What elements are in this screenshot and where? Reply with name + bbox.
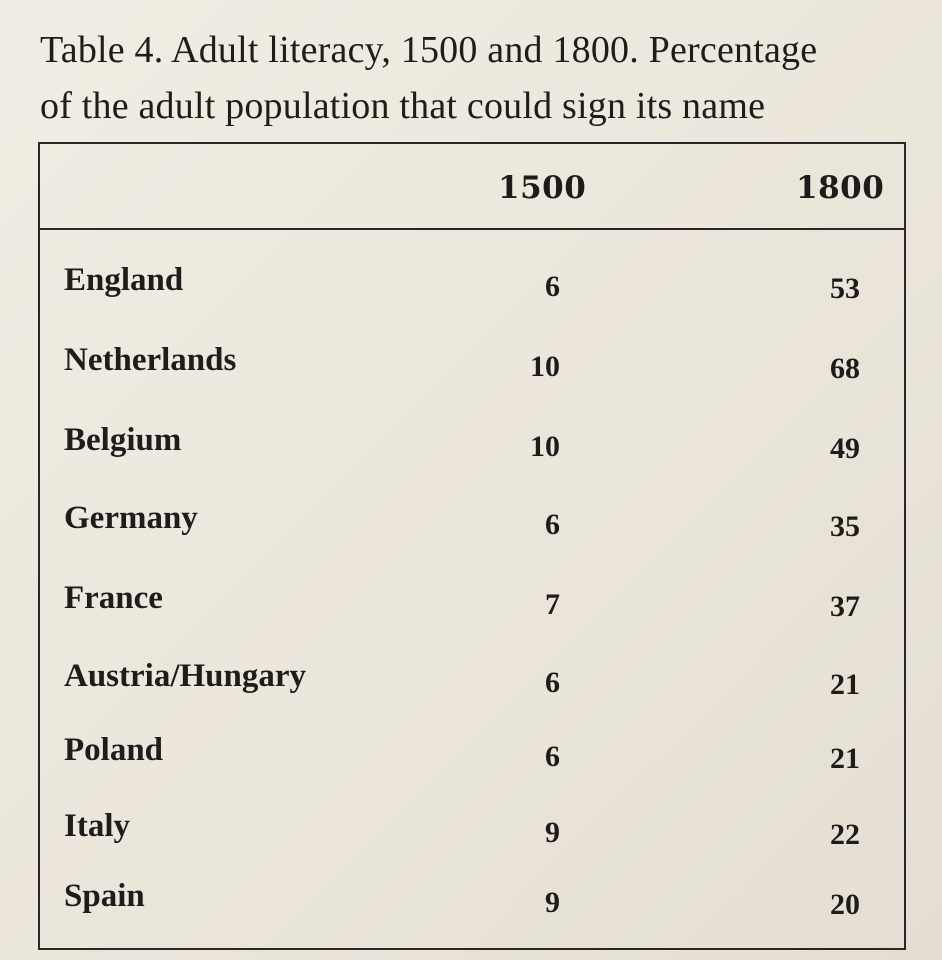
table-row <box>40 342 904 402</box>
value-1500: 9 <box>545 886 560 919</box>
country-label: Spain <box>64 878 145 914</box>
table-row <box>40 262 904 322</box>
table-row <box>40 422 904 482</box>
table-row <box>40 808 904 868</box>
table-row <box>40 732 904 792</box>
country-label: Belgium <box>64 422 182 458</box>
value-1800: 68 <box>830 352 860 385</box>
country-label: Netherlands <box>64 342 237 378</box>
value-1800: 53 <box>830 272 860 305</box>
value-1500: 6 <box>545 270 560 303</box>
column-header-1500: 1500 <box>498 170 587 206</box>
country-label: England <box>64 262 184 298</box>
column-header-1800: 1800 <box>796 170 885 206</box>
value-1500: 7 <box>545 588 560 621</box>
value-1500: 10 <box>530 430 560 463</box>
table-row <box>40 580 904 640</box>
value-1800: 21 <box>830 668 860 701</box>
country-label: Germany <box>64 500 198 536</box>
value-1800: 35 <box>830 510 860 543</box>
table-header-row <box>40 144 904 230</box>
value-1800: 21 <box>830 742 860 775</box>
value-1800: 37 <box>830 590 860 623</box>
country-label: France <box>64 580 163 616</box>
value-1500: 6 <box>545 740 560 773</box>
value-1500: 6 <box>545 666 560 699</box>
caption-line-2: of the adult population that could sign its name <box>40 85 766 127</box>
table-row <box>40 658 904 718</box>
literacy-table <box>38 142 906 950</box>
value-1500: 9 <box>545 816 560 849</box>
country-label: Austria/Hungary <box>64 658 307 694</box>
value-1800: 49 <box>830 432 860 465</box>
table-row <box>40 500 904 560</box>
country-label: Poland <box>64 732 164 768</box>
caption-line-1: Table 4. Adult literacy, 1500 and 1800. Percentage <box>40 29 818 71</box>
table-caption <box>40 22 920 134</box>
value-1800: 20 <box>830 888 860 921</box>
value-1500: 10 <box>530 350 560 383</box>
table-row <box>40 878 904 938</box>
value-1500: 6 <box>545 508 560 541</box>
country-label: Italy <box>64 808 130 844</box>
value-1800: 22 <box>830 818 860 851</box>
